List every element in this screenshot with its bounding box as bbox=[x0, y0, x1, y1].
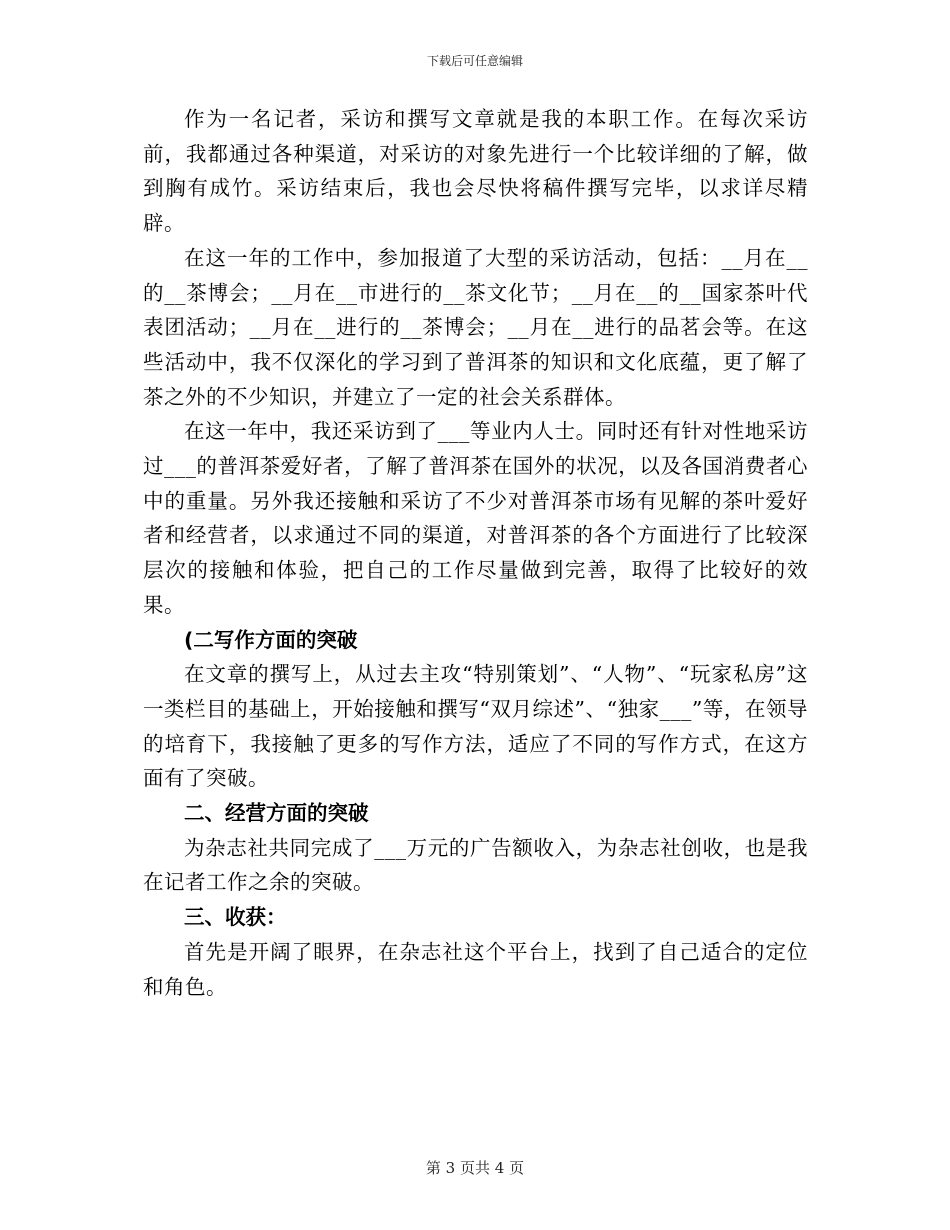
paragraph-business: 为杂志社共同完成了___万元的广告额收入，为杂志社创收，也是我在记者工作之余的突破。 bbox=[143, 835, 808, 895]
paragraph-reporting-work: 作为一名记者，采访和撰写文章就是我的本职工作。在每次采访前，我都通过各种渠道，对采访的对象先进行一个比较详细的了解，做到胸有成竹。采访结束后，我也会尽快将稿件撰写完毕，以求详尽精辟。 bbox=[143, 107, 808, 236]
paragraph-gains: 首先是开阔了眼界，在杂志社这个平台上，找到了自己适合的定位和角色。 bbox=[143, 939, 808, 999]
paragraph-events: 在这一年的工作中，参加报道了大型的采访活动，包括：__月在__的__茶博会；__月在__市进行的__茶文化节；__月在__的__国家茶叶代表团活动；__月在__进行的__茶博会；__月在__进行的品茗会等。在这些活动中，我不仅深化的学习到了普洱茶的知识和文化底蕴，更了解了茶之外的不少知识，并建立了一定的社会关系群体。 bbox=[143, 245, 808, 409]
document-body bbox=[143, 102, 808, 1004]
heading-gains: 三、收获： bbox=[184, 905, 287, 930]
page-footer: 第 3 页共 4 页 bbox=[425, 1159, 525, 1177]
heading-writing-breakthrough: (二写作方面的突破 bbox=[184, 627, 358, 652]
paragraph-interviews: 在这一年中，我还采访到了___等业内人士。同时还有针对性地采访过___的普洱茶爱好者，了解了普洱茶在国外的状况，以及各国消费者心中的重量。另外我还接触和采访了不少对普洱茶市场有见解的茶叶爱好者和经营者，以求通过不同的渠道，对普洱茶的各个方面进行了比较深层次的接触和体验，把自己的工作尽量做到完善，取得了比较好的效果。 bbox=[143, 419, 808, 617]
page-header: 下载后可任意编辑 bbox=[426, 54, 523, 68]
heading-business-breakthrough: 二、经营方面的突破 bbox=[184, 801, 369, 826]
paragraph-writing: 在文章的撰写上，从过去主攻“特别策划”、“人物”、“玩家私房”这一类栏目的基础上，开始接触和撰写“双月综述”、“独家___”等，在领导的培育下，我接触了更多的写作方法，适应了不同的写作方式，在这方面有了突破。 bbox=[143, 662, 808, 791]
